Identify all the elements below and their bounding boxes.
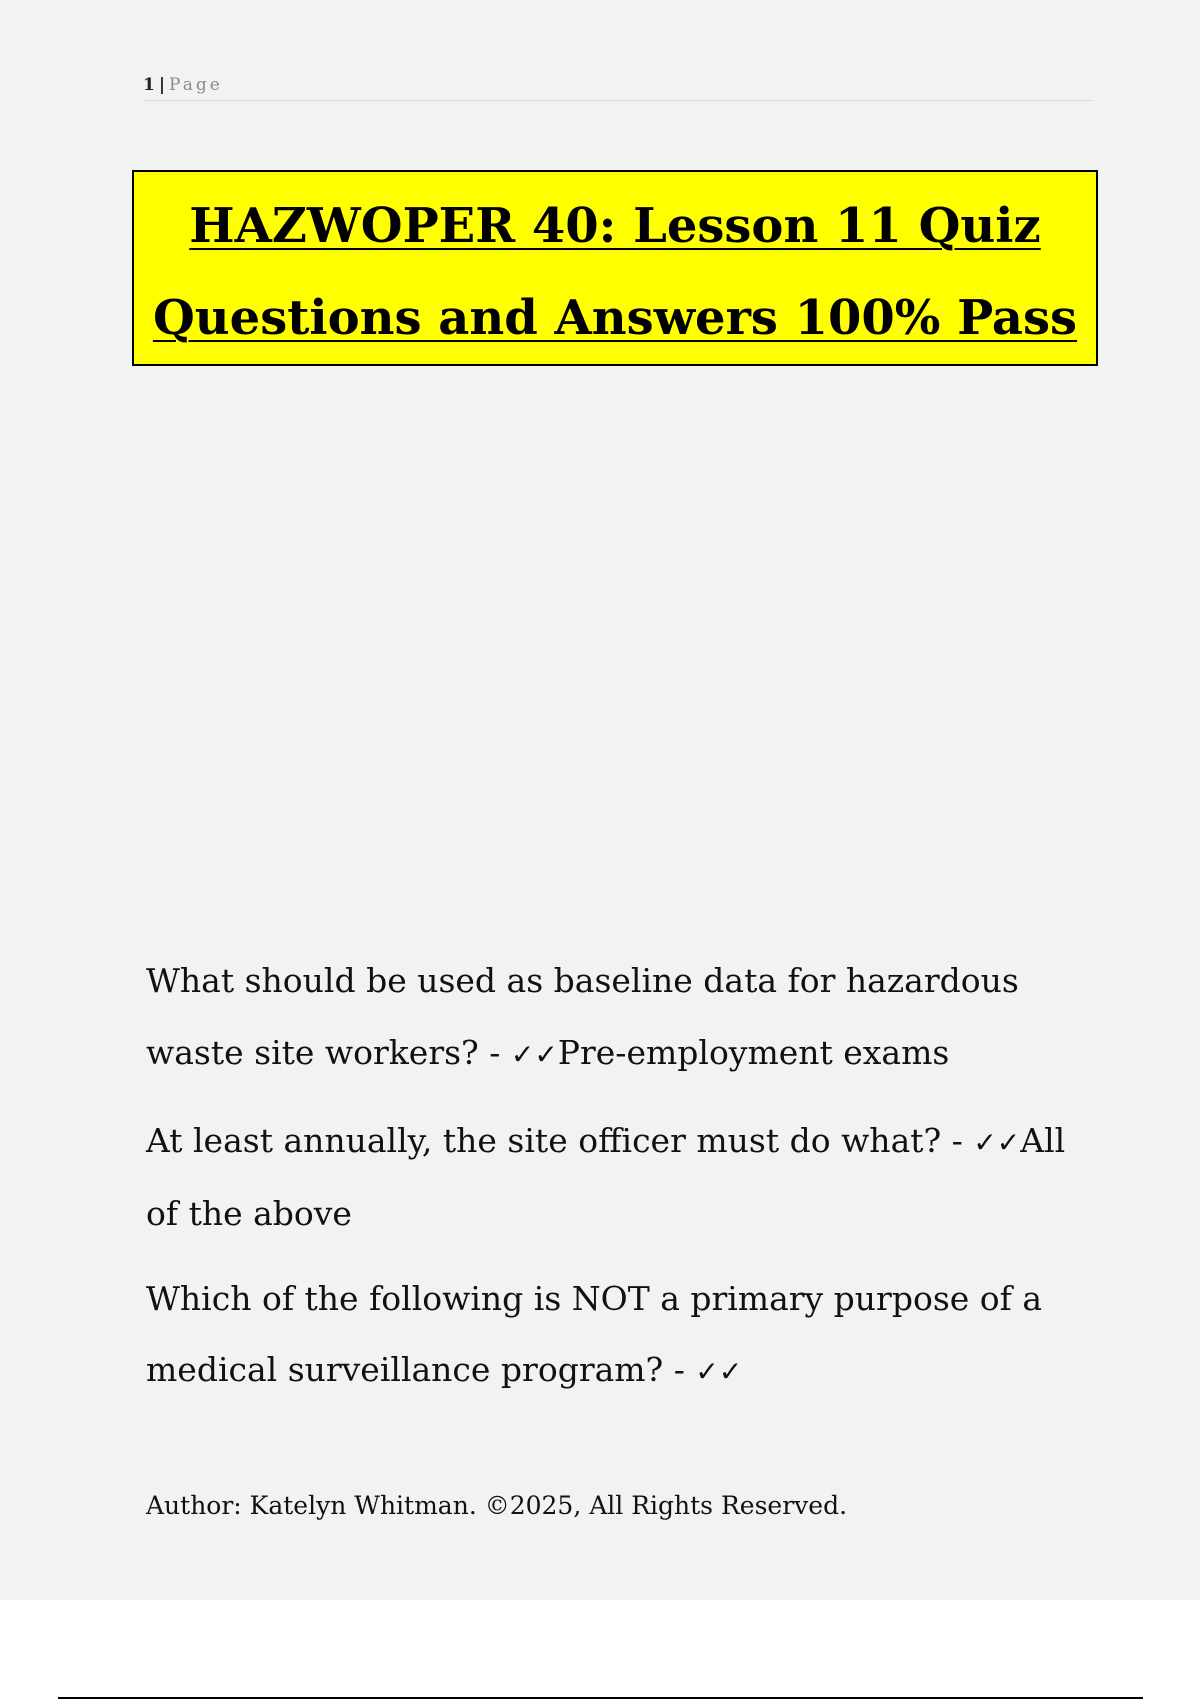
- qa-item: [146, 945, 1096, 1091]
- question-text: What should be used as baseline data for hazardous waste site workers? -: [146, 961, 1019, 1072]
- qa-item: [146, 1263, 1096, 1407]
- qa-list: [146, 945, 1096, 1421]
- question-text: At least annually, the site officer must do what? -: [146, 1121, 974, 1160]
- title-line-1: HAZWOPER 40: Lesson 11 Quiz: [189, 198, 1041, 254]
- qa-item: [146, 1105, 1096, 1249]
- title-box: [132, 170, 1098, 366]
- page-label: Page: [169, 75, 223, 95]
- checkmark-icon: ✓✓: [510, 1038, 558, 1071]
- page-number: 1: [143, 75, 155, 95]
- answer-text: Pre-employment exams: [557, 1033, 950, 1072]
- answer-text: All of the above: [146, 1121, 1066, 1233]
- question-text: Which of the following is NOT a primary purpose of a medical surveillance program? -: [146, 1279, 1043, 1389]
- bottom-divider: [58, 1697, 1143, 1699]
- title-line-2: Questions and Answers 100% Pass: [152, 290, 1078, 346]
- page-header: [143, 70, 1093, 101]
- checkmark-icon: ✓✓: [973, 1126, 1021, 1159]
- author-footer: Author: Katelyn Whitman. ©2025, All Rights Reserved.: [146, 1491, 848, 1520]
- checkmark-icon: ✓✓: [695, 1355, 743, 1388]
- page-separator: |: [158, 75, 166, 95]
